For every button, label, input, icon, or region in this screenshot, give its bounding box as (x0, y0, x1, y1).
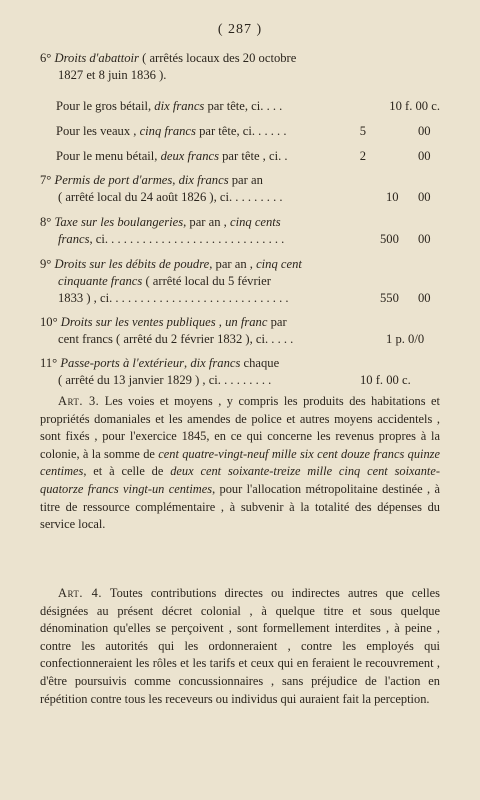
item-7-rate: dix francs (178, 173, 229, 187)
item-9: 9° Droits sur les débits de poudre, par an , cinq cent (40, 257, 302, 271)
article-4: Art. 4. Toutes contributions directes ou indirectes autres que celles désignées au présent décret colonial , à quelque titre et sous quelque dénomination qu'elles se perçoivent , sont formellement interdites , à peine , contre les autorités qui les ordonneraient , contre les employés qui confectionneraient les rôles et les tarifs et ceux qui en feraient le recouvrement , d'être poursuivis comme concussionnaires , sans préjudice de l'action en répétition contre tous les receveurs ou individus qui auraient fait la perception. (40, 586, 440, 706)
rate-row-cents: 00 (418, 149, 431, 163)
rate-row-cents: 00 (418, 124, 431, 138)
item-6-title: Droits d'abattoir (54, 51, 139, 65)
item-8-amount: 500 (380, 232, 399, 246)
item-8-cents: 00 (418, 232, 431, 246)
article-3: Art. 3. Les voies et moyens , y compris les produits des habitations et propriétés domaniales et les amendes de police et autres moyens accidentels , sont fixés , pour l'exercice 1845, en ce qui concerne les revenus propres à la colonie, à la somme de cent quatre-vingt-neuf mille six cent douze francs quinze centimes, et à celle de deux cent soixante-treize mille cinq cent soixante-quatorze francs vingt-un centimes, pour l'allocation métropolitaine destinée , à titre de ressource complémentaire , à subvenir à la totalité des dépenses du service local. (40, 394, 441, 532)
item-11-title: Passe-ports à l'extérieur (60, 356, 185, 370)
rate-row-amount: 2 (359, 149, 366, 163)
item-7-num: 7° (40, 173, 52, 187)
item-7-amount: 10 (386, 190, 399, 204)
document-page: ( 287 ) 6° Droits d'abattoir ( arrêtés locaux des 20 octobre 1827 et 8 juin 1836 ). Pour le gros bétail, dix francs par tête, ci. . . . 10 f. 00 c. Pour les veaux , cinq francs par tête, ci. . . . . . 5 00 Pour le menu bétail, deux francs par tête , ci. . 2 00 7° Permis de port d'armes, dix francs par an ( arrêté local du 24 août 1826 ), ci. . . . . . . . . 10 00 8° Taxe sur les boulangeries, par an , cinq cents francs, ci. . . . . . . . . . . . . . . . . . . . . . . . . . . . . 500 00 9° Droits sur les débits de poudre, par an , cinq cent cinquante francs ( arrêté local du 5 février 1833 ) , ci. . . . . . . . . . . . . . . . . . . . . . . . . . . . . 550 00 10° Droits sur les ventes publiques , un franc par cent francs ( arrêté du 2 février 1832 ), ci. . . . . 1 p. 0/0 11° Passe-ports à l'extérieur, dix francs chaque ( arrêté du 13 janvier 1829 ) , ci. . . . . . . . . 10 f. 00 c. Art. 3. Les voies et moyens , y compris les produits des habitations et propriétés domaniales et les amendes de police et autres moyens accidentels , sont fixés , pour l'exercice 1845, en ce qui concerne les revenus propres à la colonie, à la somme de cent quatre-vingt-neuf mille six cent douze francs quinze centimes, et à celle de deux cent soixante-treize mille cinq cent soixante-quatorze francs vingt-un centimes, pour l'allocation métropolitaine destinée , à titre de ressource complémentaire , à subvenir à la totalité des dépenses du service local. Art. 4. Toutes contributions directes ou indirectes autres que celles désignées au présent décret colonial , à quelque titre et sous quelque dénomination qu'elles se perçoivent , sont formellement interdites , à peine , contre les autorités qui les ordonneraient , contre les employés qui confectionneraient les rôles et les tarifs et ceux qui en feraient le recouvrement , d'être poursuivis comme concussionnaires , sans préjudice de l'action en répétition contre tous les receveurs ou individus qui auraient fait la perception. (0, 0, 480, 800)
item-9-line2: cinquante francs ( arrêté local du 5 février (58, 274, 271, 288)
item-9-title: Droits sur les débits de poudre (54, 257, 210, 271)
item-10: 10° Droits sur les ventes publiques , un franc par (40, 315, 287, 329)
rate-row-text: Pour le gros bétail, dix francs par tête, ci. . . . (56, 99, 283, 113)
item-7-title: Permis de port d'armes (54, 173, 173, 187)
item-9-cents: 00 (418, 291, 431, 305)
article-4-label: Art. 4. (58, 586, 102, 600)
rate-row-text: Pour le menu bétail, deux francs par tête , ci. . (56, 149, 288, 163)
page-number: ( 287 ) (217, 22, 263, 37)
rate-row-text: Pour les veaux , cinq francs par tête, ci. . . . . . (56, 124, 287, 138)
item-6-num: 6° (40, 51, 52, 65)
item-8-title: Taxe sur les boulangeries (54, 215, 184, 229)
item-6-line1: ( arrêtés locaux des 20 octobre (142, 51, 297, 65)
item-10-amount: 1 p. 0/0 (386, 332, 425, 346)
item-8: 8° Taxe sur les boulangeries, par an , cinq cents (40, 215, 281, 229)
item-10-title: Droits sur les ventes publiques (60, 315, 216, 329)
rate-row-amount: 10 f. 00 c. (389, 99, 440, 113)
item-11-amount: 10 f. 00 c. (360, 373, 411, 387)
item-6-line2: 1827 et 8 juin 1836 ). (58, 68, 167, 82)
item-7: 7° Permis de port d'armes, dix francs par an (40, 173, 263, 187)
item-11: 11° Passe-ports à l'extérieur, dix francs chaque (40, 356, 280, 370)
article-3-label: Art. 3. (58, 394, 100, 408)
item-7-cents: 00 (418, 190, 431, 204)
item-6 (40, 50, 440, 67)
rate-row-amount: 5 (359, 124, 366, 138)
item-9-amount: 550 (380, 291, 399, 305)
